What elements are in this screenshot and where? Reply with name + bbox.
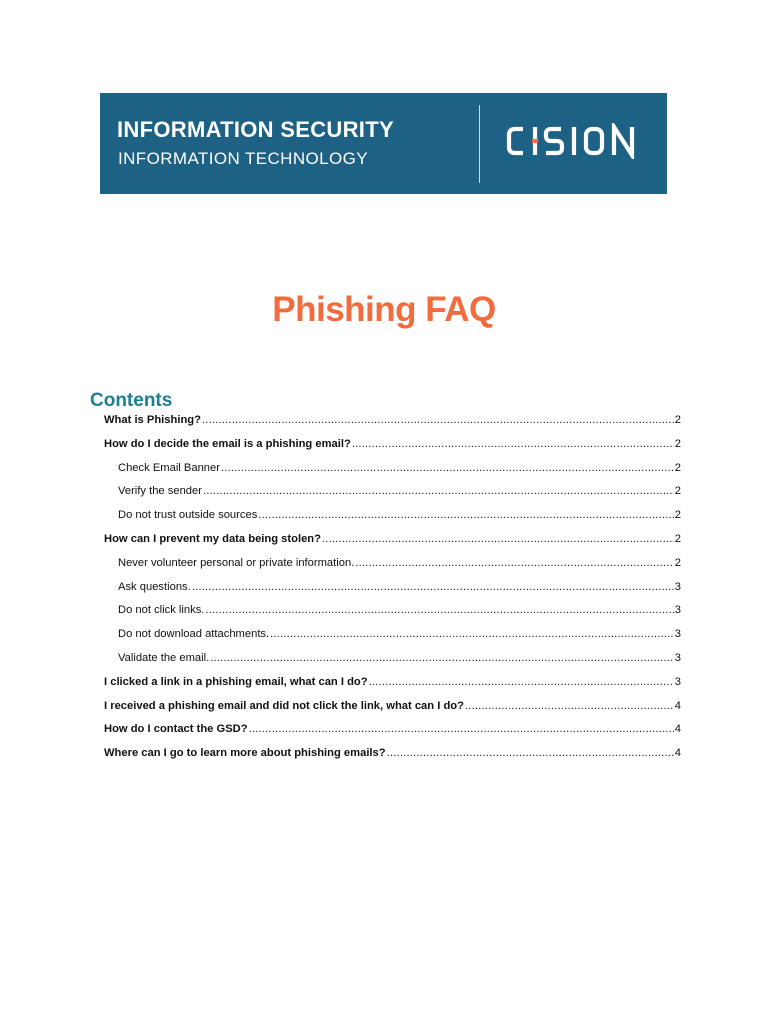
toc-entry-text: What is Phishing? [104,414,201,426]
toc-page-number: 2 [674,437,681,450]
toc-page-number: 4 [674,723,681,736]
toc-entry[interactable] [104,438,681,458]
toc-entry[interactable] [118,581,681,601]
toc-entry[interactable] [118,509,681,529]
toc-page-number: 2 [674,485,681,498]
toc-entry[interactable] [104,533,681,553]
toc-leader-dots [249,723,674,735]
toc-leader-dots [270,628,674,640]
toc-entry-text: I clicked a link in a phishing email, what can I do? [104,675,368,688]
toc-entry-text: I received a phishing email and did not click the link, what can I do? [104,699,464,712]
toc-leader-dots [221,462,674,474]
toc-entry-text: Do not click links. [118,604,205,617]
toc-page-number: 2 [674,414,681,426]
toc-page-number: 4 [674,699,681,712]
toc-entry-text: Check Email Banner [118,461,220,474]
banner-subtitle: INFORMATION TECHNOLOGY [118,149,368,168]
toc-page-number: 3 [674,675,681,688]
toc-leader-dots [203,485,674,497]
page-title: Phishing FAQ [272,290,496,329]
toc-entry[interactable] [104,747,681,767]
toc-entry-text: Do not download attachments. [118,628,270,641]
toc-leader-dots [352,438,674,450]
toc-leader-dots [258,509,673,521]
toc-page-number: 2 [674,509,681,522]
toc-page-number: 3 [674,628,681,641]
toc-entry[interactable] [118,462,681,482]
toc-leader-dots [205,604,673,616]
toc-entry-text: Where can I go to learn more about phishing emails? [104,747,386,760]
toc-entry-text: How do I contact the GSD? [104,723,248,736]
contents-heading: Contents [90,390,173,411]
toc-page-number: 2 [674,556,681,569]
toc-leader-dots [322,533,674,545]
toc-page-number: 3 [674,604,681,617]
toc-entry-text: Never volunteer personal or private information. [118,556,355,569]
toc-page-number: 3 [674,580,681,593]
toc-leader-dots [210,652,674,664]
toc-leader-dots [202,414,674,426]
toc-entry-text: Do not trust outside sources [118,509,258,522]
toc-entry[interactable] [104,700,681,720]
toc-entry[interactable] [118,557,681,577]
toc-entry[interactable] [118,652,681,672]
toc-entry-text: How do I decide the email is a phishing email? [104,437,351,450]
toc-page-number: 3 [674,652,681,664]
banner-divider [479,105,480,183]
toc-leader-dots [465,700,674,712]
toc-leader-dots [387,747,674,759]
toc-entry[interactable] [118,485,681,505]
banner-title: INFORMATION SECURITY [117,117,394,142]
toc-entry-text: Validate the email. [118,652,210,664]
toc-entry-text: Verify the sender [118,485,202,498]
toc-leader-dots [355,557,673,569]
toc-entry[interactable] [104,723,681,743]
toc-entry[interactable] [104,414,681,434]
toc-entry[interactable] [118,628,681,648]
toc-page-number: 2 [674,533,681,545]
toc-entry[interactable] [118,604,681,624]
toc-page-number: 4 [674,747,681,760]
toc-entry-text: Ask questions. [118,580,191,593]
toc-entry-text: How can I prevent my data being stolen? [104,533,321,545]
toc-leader-dots [369,676,674,688]
toc-entry[interactable] [104,676,681,696]
toc-page-number: 2 [674,461,681,474]
toc-leader-dots [192,581,674,593]
header-banner [100,93,667,194]
cision-logo [506,123,638,159]
